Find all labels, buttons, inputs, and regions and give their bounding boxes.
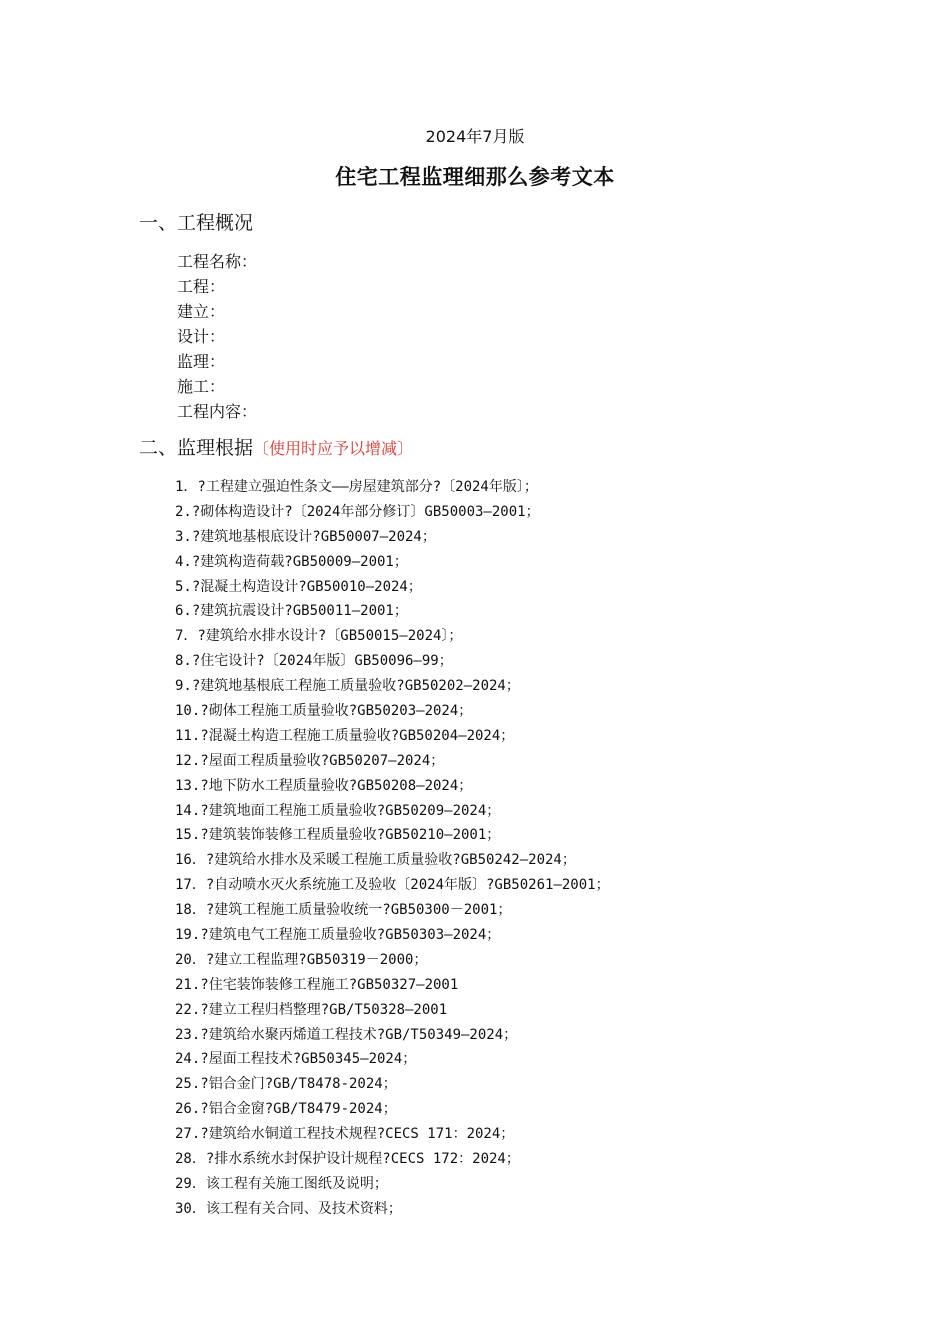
list-item: 18．?建筑工程施工质量验收统一?GB50300－2001； — [175, 902, 512, 919]
list-item: 1．?工程建立强迫性条文——房屋建筑部分?〔2024年版〕； — [175, 479, 538, 495]
edition-label: 2024年7月版 — [425, 127, 525, 146]
list-item: 27.?建筑给水铜道工程技术规程?CECS 171：2024； — [175, 1126, 515, 1143]
list-item: 10.?砌体工程施工质量验收?GB50203—2024； — [175, 703, 473, 720]
list-item: 15.?建筑装饰装修工程质量验收?GB50210—2001； — [175, 827, 501, 844]
overview-item-content: 工程内容： — [177, 402, 258, 421]
list-item: 5.?混凝土构造设计?GB50010—2024； — [175, 578, 422, 595]
list-item: 24.?屋面工程技术?GB50345—2024； — [175, 1051, 417, 1068]
overview-item-supervision: 监理： — [177, 352, 226, 371]
overview-list — [177, 249, 257, 424]
section-heading-overview-text: 一、工程概况 — [139, 212, 254, 234]
document-title: 住宅工程监理细那么参考文本 — [335, 165, 615, 189]
list-item: 2.?砌体构造设计?〔2024年部分修订〕GB50003—2001； — [175, 503, 540, 520]
list-item: 12.?屋面工程质量验收?GB50207—2024； — [175, 752, 445, 769]
list-item: 3.?建筑地基根底设计?GB50007—2024； — [175, 528, 436, 545]
list-item: 20．?建立工程监理?GB50319－2000； — [175, 951, 428, 968]
overview-item-construction: 施工： — [177, 377, 226, 396]
list-item: 14.?建筑地面工程施工质量验收?GB50209—2024； — [175, 802, 501, 819]
overview-item-project-name: 工程名称： — [177, 252, 258, 271]
section-heading-basis — [139, 434, 413, 463]
list-item: 19.?建筑电气工程施工质量验收?GB50303—2024； — [175, 927, 501, 944]
list-item: 30．该工程有关合同、及技术资料； — [175, 1200, 402, 1217]
list-item: 4.?建筑构造荷载?GB50009—2001； — [175, 553, 408, 570]
list-item: 26.?铝合金窗?GB/T8479-2024； — [175, 1101, 397, 1118]
overview-item-project: 工程： — [177, 277, 226, 296]
list-item: 16．?建筑给水排水及采暖工程施工质量验收?GB50242—2024； — [175, 852, 576, 869]
usage-note: 〔使用时应予以增减〕 — [253, 439, 414, 458]
list-item: 17．?自动喷水灭火系统施工及验收〔2024年版〕?GB50261—2001； — [175, 877, 610, 894]
list-item: 29．该工程有关施工图纸及说明； — [175, 1175, 388, 1192]
list-item: 9.?建筑地基根底工程施工质量验收?GB50202—2024； — [175, 678, 520, 695]
list-item: 28．?排水系统水封保护设计规程?CECS 172：2024； — [175, 1151, 520, 1168]
list-item: 23.?建筑给水聚丙烯道工程技术?GB/T50349—2024； — [175, 1026, 518, 1043]
overview-item-owner: 建立： — [177, 302, 226, 321]
section-heading-overview — [139, 209, 253, 237]
list-item: 6.?建筑抗震设计?GB50011—2001； — [175, 603, 408, 620]
list-item: 22.?建立工程归档整理?GB/T50328—2001 — [175, 1001, 448, 1018]
section-heading-basis-text: 二、监理根据 — [139, 437, 254, 459]
list-item: 21.?住宅装饰装修工程施工?GB50327—2001 — [175, 976, 459, 993]
reference-list — [175, 475, 610, 1222]
list-item: 7．?建筑给水排水设计?〔GB50015—2024〕； — [175, 628, 463, 645]
list-item: 13.?地下防水工程质量验收?GB50208—2024； — [175, 777, 473, 794]
list-item: 8.?住宅设计?〔2024年版〕GB50096—99； — [175, 653, 453, 670]
list-item: 11.?混凝土构造工程施工质量验收?GB50204—2024； — [175, 727, 515, 744]
overview-item-design: 设计： — [177, 327, 226, 346]
list-item: 25.?铝合金门?GB/T8478-2024； — [175, 1076, 397, 1093]
